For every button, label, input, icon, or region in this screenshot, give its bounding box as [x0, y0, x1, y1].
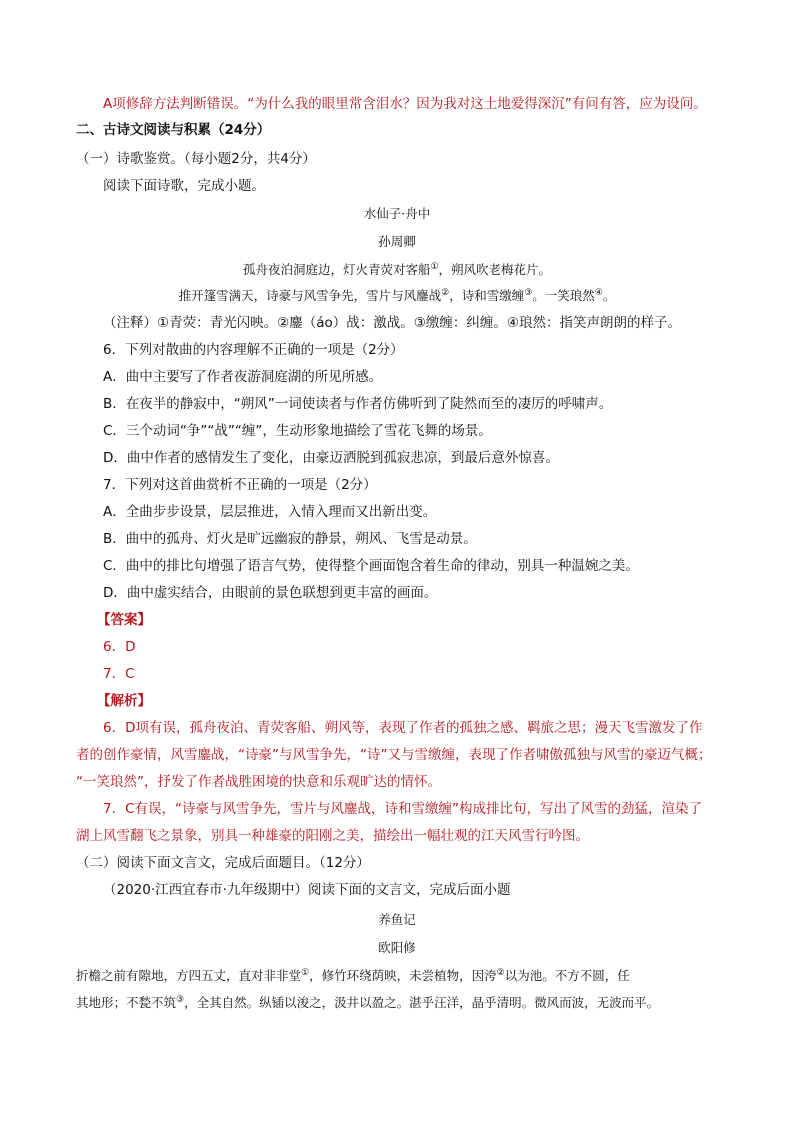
poetry-instruction: 阅读下面诗歌，完成小题。 — [103, 178, 265, 194]
question-7-option-c: C．曲中的排比句增强了语言气势，使得整个画面饱含着生命的律动，别具一种温婉之美。 — [103, 558, 639, 574]
question-6-option-d: D．曲中作者的感情发生了变化，由豪迈洒脱到孤寂悲凉，到最后意外惊喜。 — [103, 450, 559, 466]
poem-line-2: 推开篷雪满天，诗豪与风雪争先，雪片与风鏖战②，诗和雪缴缠③。一笑琅然④。 — [178, 287, 616, 303]
question-6: 6．下列对散曲的内容理解不正确的一项是（2分） — [103, 342, 404, 358]
subsection-heading-poetry: （一）诗歌鉴赏。（每小题2分，共4分） — [76, 151, 316, 167]
answer-6: 6．D — [103, 639, 136, 655]
question-7-option-d: D．曲中虚实结合，由眼前的景色联想到更丰富的画面。 — [103, 585, 438, 601]
prose-instruction: （2020·江西宜春市·九年级期中）阅读下面的文言文，完成后面小题 — [103, 882, 511, 898]
poem-annotations: （注释）①青荧：青光闪映。②鏖（áo）战：激战。③缴缠：纠缠。④琅然：指笑声朗朗的样子。 — [103, 315, 681, 331]
question-7: 7．下列对这首曲赏析不正确的一项是（2分） — [103, 477, 377, 493]
prose-text-line-2: 其地形；不甃不筑③，全其自然。纵锸以浚之，汲井以盈之。湛乎汪洋，晶乎清明。微风而波，无波而平。 — [76, 994, 660, 1010]
analysis-7-line-2: 湖上风雪翻飞之景象，别具一种雄豪的阳刚之美，描绘出一幅壮观的江天风雪行吟图。 — [76, 828, 589, 844]
question-6-option-a: A．曲中主要写了作者夜游洞庭湖的所见所感。 — [103, 369, 383, 385]
analysis-6-line-2: 者的创作豪情，风雪鏖战，“诗豪”与风雪争先，“诗”又与雪缴缠，表现了作者啸傲孤独与风雪的豪迈气概； — [76, 747, 712, 763]
answer-heading: 【答案】 — [97, 612, 151, 628]
subsection-heading-prose: （二）阅读下面文言文，完成后面题目。（12分） — [76, 855, 370, 871]
analysis-heading: 【解析】 — [97, 693, 151, 709]
question-6-option-b: B．在夜半的静寂中，“朔风”一词使读者与作者仿佛听到了陡然而至的凄厉的呼啸声。 — [103, 396, 613, 412]
prev-answer-explanation: A项修辞方法判断错误。“为什么我的眼里常含泪水？因为我对这土地爱得深沉”有问有答，应为设问。 — [103, 96, 707, 112]
poem-line-1: 孤舟夜泊洞庭边，灯火青荧对客船①，朔风吹老梅花片。 — [242, 261, 552, 277]
prose-author: 欧阳修 — [378, 940, 416, 955]
answer-7: 7．C — [103, 666, 135, 682]
prose-text-line-1: 折檐之前有隙地，方四五丈，直对非非堂①，修竹环绕荫映，未尝植物，因洿②以为池。不方不圆，任 — [76, 967, 630, 983]
analysis-6-line-3: “一笑琅然”，抒发了作者战胜困境的快意和乐观旷达的情怀。 — [76, 774, 441, 790]
poem-title: 水仙子·舟中 — [363, 206, 431, 221]
question-7-option-b: B．曲中的孤舟、灯火是旷远幽寂的静景，朔风、飞雪是动景。 — [103, 531, 477, 547]
section-heading-classical: 二、古诗文阅读与积累（24分） — [76, 122, 271, 138]
question-7-option-a: A．全曲步步设景，层层推进，入情入理而又出新出变。 — [103, 504, 437, 520]
analysis-7-line-1: 7．C有误，“诗豪与风雪争先，雪片与风鏖战，诗和雪缴缠”构成排比句，写出了风雪的劲猛，渲染了 — [103, 801, 703, 817]
poem-author: 孙周卿 — [378, 234, 416, 249]
prose-title: 养鱼记 — [378, 912, 416, 927]
analysis-6-line-1: 6．D项有误，孤舟夜泊、青荧客船、朔风等，表现了作者的孤独之感、羁旅之思；漫天飞雪激发了作 — [103, 720, 703, 736]
question-6-option-c: C．三个动词“争”“战”“缠”，生动形象地描绘了雪花飞舞的场景。 — [103, 423, 492, 439]
